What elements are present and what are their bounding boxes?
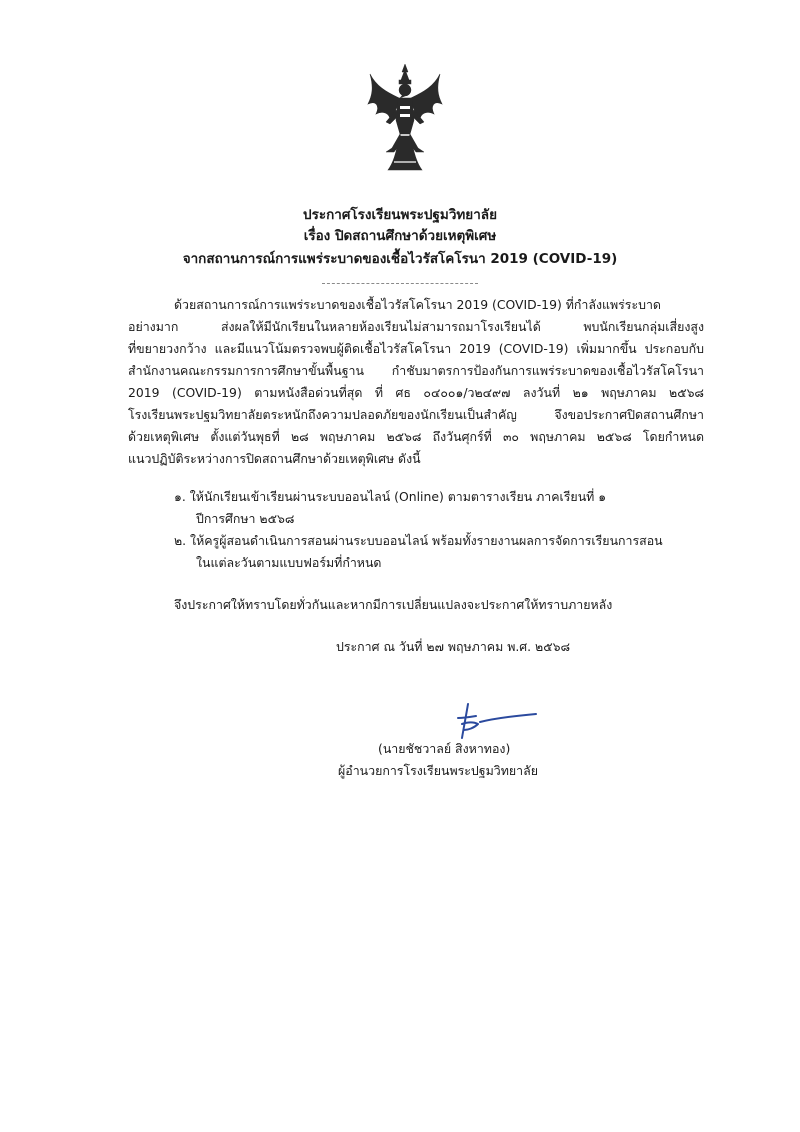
closing-statement: จึงประกาศให้ทราบโดยทั่วกันและหากมีการเปลี่ยนแปลงจะประกาศให้ทราบภายหลัง	[174, 597, 613, 612]
body-line: ด้วยเหตุพิเศษ ตั้งแต่วันพุธที่ ๒๘ พฤษภาคม ๒๕๖๘ ถึงวันศุกร์ที่ ๓๐ พฤษภาคม ๒๕๖๘ โดยกำหนด	[128, 429, 704, 444]
announcement-date: ประกาศ ณ วันที่ ๒๗ พฤษภาคม พ.ศ. ๒๕๖๘	[336, 639, 571, 654]
list-item: ๑. ให้นักเรียนเข้าเรียนผ่านระบบออนไลน์ (Online) ตามตารางเรียน ภาคเรียนที่ ๑	[174, 489, 607, 504]
body-line: 2019 (COVID-19) ตามหนังสือด่วนที่สุด ที่ ศธ ๐๔๐๐๑/ว๒๔๙๗ ลงวันที่ ๒๑ พฤษภาคม ๒๕๖๘	[128, 385, 704, 400]
body-line: อย่างมาก ส่งผลให้มีนักเรียนในหลายห้องเรียนไม่สามารถมาโรงเรียนได้ พบนักเรียนกลุ่มเสี่ยงสูง	[128, 319, 704, 334]
list-item-cont: ในแต่ละวันตามแบบฟอร์มที่กำหนด	[196, 555, 382, 570]
announcement-title: ประกาศโรงเรียนพระปฐมวิทยาลัย	[303, 207, 497, 223]
body-line: สำนักงานคณะกรรมการการศึกษาขั้นพื้นฐาน กำชับมาตรการป้องกันการแพร่ระบาดของเชื้อไวรัสโคโรนา	[128, 363, 704, 378]
body-line: แนวปฏิบัติระหว่างการปิดสถานศึกษาด้วยเหตุพิเศษ ดังนี้	[128, 451, 421, 466]
announcement-subject-cont: จากสถานการณ์การแพร่ระบาดของเชื้อไวรัสโคโรนา 2019 (COVID-19)	[182, 251, 618, 267]
body-line: ด้วยสถานการณ์การแพร่ระบาดของเชื้อไวรัสโคโรนา 2019 (COVID-19) ที่กำลังแพร่ระบาด	[174, 297, 661, 312]
list-item-cont: ปีการศึกษา ๒๕๖๘	[196, 511, 295, 526]
body-line: ที่ขยายวงกว้าง และมีแนวโน้มตรวจพบผู้ติดเชื้อไวรัสโคโรนา 2019 (COVID-19) เพิ่มมากขึ้น ประกอบกับ	[128, 341, 704, 356]
signer-name: (นายชัชวาลย์ สิงหาทอง)	[378, 741, 511, 756]
announcement-subject: เรื่อง ปิดสถานศึกษาด้วยเหตุพิเศษ	[303, 228, 497, 244]
garuda-emblem-icon	[366, 62, 444, 174]
title-divider	[322, 283, 478, 284]
list-item: ๒. ให้ครูผู้สอนดำเนินการสอนผ่านระบบออนไลน์ พร้อมทั้งรายงานผลการจัดการเรียนการสอน	[174, 533, 663, 548]
signer-title: ผู้อำนวยการโรงเรียนพระปฐมวิทยาลัย	[338, 763, 538, 778]
body-line: โรงเรียนพระปฐมวิทยาลัยตระหนักถึงความปลอดภัยของนักเรียนเป็นสำคัญ จึงขอประกาศปิดสถานศึกษา	[128, 407, 704, 422]
